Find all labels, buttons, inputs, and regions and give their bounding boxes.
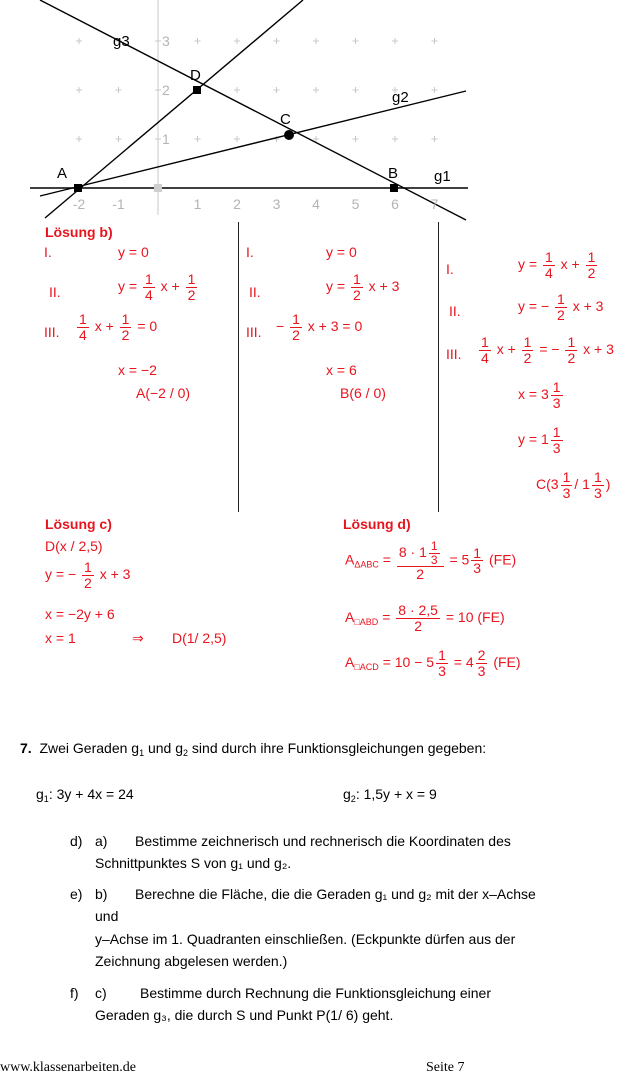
task-item-e-line3: y–Achse im 1. Quadranten einschließen. (Eckpunkte dürfen aus der <box>95 931 516 947</box>
divider-1 <box>238 222 239 512</box>
loesung-c-heading: Lösung c) <box>45 516 112 532</box>
label-c: C <box>280 111 291 128</box>
point-b <box>390 184 398 192</box>
x-tick-label: 4 <box>312 196 320 212</box>
b2-eq-2: y = $\frac{1}{2}$ x + 3 <box>326 271 400 303</box>
origin-marker <box>154 184 162 192</box>
x-tick-label: 1 <box>193 196 202 212</box>
y-tick-labels <box>162 0 170 147</box>
x-tick-label: -2 <box>72 196 86 212</box>
divider-2 <box>438 222 439 512</box>
b1-roman-3: III. <box>44 324 60 340</box>
y-tick-label: 2 <box>162 82 170 98</box>
b1-eq-2: y = $\frac{1}{4}$ x + $\frac{1}{2}$ <box>118 271 196 303</box>
task-item-d-line2: Schnittpunktes S von g₁ und g₂. <box>95 855 292 871</box>
task-item-f-marker: f) <box>70 985 79 1001</box>
line-g1 <box>40 0 466 220</box>
task-item-d-line1: Bestimme zeichnerisch und rechnerisch die Koordinaten des <box>135 833 511 849</box>
b2-point-b: B(6 / 0) <box>340 385 386 401</box>
b3-roman-1: I. <box>446 261 454 277</box>
b2-eq-3: − $\frac{1}{2}$ x + 3 = 0 <box>276 311 363 343</box>
implies-arrow: ⇒ <box>132 630 144 646</box>
b1-eq-1: y = 0 <box>118 244 149 260</box>
y-tick-label: 1 <box>162 131 170 147</box>
loesung-b-heading: Lösung b) <box>45 224 113 240</box>
c-point-d: D(1/ 2,5) <box>172 630 227 646</box>
b3-eq-3: $\frac{1}{4}$ x + $\frac{1}{2}$ = − $\frac{1}{2}$ x + 3 <box>481 334 614 366</box>
point-c <box>284 130 294 140</box>
label-b: B <box>388 165 399 182</box>
footer-page-number: Seite 7 <box>426 1060 465 1075</box>
c-eq-3: x = −2y + 6 <box>45 606 115 622</box>
plus-grid <box>76 0 438 142</box>
task-item-e-line1: Berechne die Fläche, die die Geraden g₁ und g₂ mit der x–Achse <box>135 886 536 902</box>
b1-eq-3: $\frac{1}{4}$ x + $\frac{1}{2}$ = 0 <box>79 311 158 343</box>
b1-roman-2: II. <box>49 284 61 300</box>
task-item-e-line4: Zeichnung abgelesen werden.) <box>95 953 288 969</box>
loesung-d-heading: Lösung d) <box>343 516 411 532</box>
task-item-f-sub: c) <box>95 985 107 1001</box>
y-tick-label: 3 <box>162 33 170 49</box>
b3-eq-1: y = $\frac{1}{4}$ x + $\frac{1}{2}$ <box>518 249 596 281</box>
task-item-d-sub: a) <box>95 833 108 849</box>
x-tick-label: 6 <box>391 196 399 212</box>
task-item-e-marker: e) <box>70 886 83 902</box>
task-item-e-line2: und <box>95 908 119 924</box>
x-tick-label: -1 <box>112 196 125 212</box>
c-eq-4: x = 1 <box>45 630 76 646</box>
footer-url[interactable]: www.klassenarbeiten.de <box>0 1060 136 1075</box>
b1-roman-1: I. <box>44 244 52 260</box>
b3-point-c: C(3 $\frac{1}{3}$ / 1 $\frac{1}{3}$ ) <box>536 469 611 501</box>
b2-eq-4: x = 6 <box>326 362 357 378</box>
label-g2: g2 <box>392 89 409 106</box>
task-intro: 7. Zwei Geraden $g_1$ und $g_2$ sind durch ihre Funktionsgleichungen gegeben: <box>20 740 487 758</box>
b2-eq-1: y = 0 <box>326 244 357 260</box>
task-item-e-sub: b) <box>95 886 108 902</box>
b2-roman-2: II. <box>249 284 261 300</box>
c-eq-1: D(x / 2,5) <box>45 538 103 554</box>
x-tick-label: 2 <box>233 196 241 212</box>
b3-eq-5: y = 1 $\frac{1}{3}$ <box>518 424 561 456</box>
label-g1: g1 <box>434 168 451 185</box>
b3-roman-3: III. <box>446 346 462 362</box>
b2-roman-3: III. <box>246 324 262 340</box>
task-item-f-line2: Geraden g₃, die durch S und Punkt P(1/ 6) geht. <box>95 1007 394 1023</box>
b1-point-a: A(−2 / 0) <box>136 385 191 401</box>
label-g3: g3 <box>113 33 130 50</box>
x-tick-label: 7 <box>430 196 439 212</box>
line-g2 <box>40 91 466 196</box>
g1-equation: $g_1$: 3y + 4x = 24 <box>36 786 134 804</box>
b2-roman-1: I. <box>246 244 254 260</box>
g2-equation: $g_2$: 1,5y + x = 9 <box>343 786 437 804</box>
line-g3 <box>45 0 303 218</box>
d-eq-2: $A_{□ABD}$ = $\frac{8 \cdot 2,5}{2}$ = 10 (FE) <box>345 602 505 634</box>
point-d <box>193 86 201 94</box>
b1-eq-4: x = −2 <box>118 362 157 378</box>
d-eq-1: $A_{\Delta ABC}$ = 8 · 1 $\frac{1}{3}$ 2 = 5 $\frac{1}{3}$ (FE) <box>345 539 517 583</box>
label-a: A <box>57 165 68 182</box>
b3-eq-4: x = 3 $\frac{1}{3}$ <box>518 379 561 411</box>
label-d: D <box>190 67 201 84</box>
b3-roman-2: II. <box>449 303 461 319</box>
task-item-f-line1: Bestimme durch Rechnung die Funktionsgleichung einer <box>140 985 491 1001</box>
c-eq-2: y = − $\frac{1}{2}$ x + 3 <box>45 559 131 591</box>
point-a <box>74 184 82 192</box>
x-tick-labels <box>73 196 439 212</box>
x-tick-label: 3 <box>272 196 281 212</box>
task-item-d-marker: d) <box>70 833 83 849</box>
x-tick-label: 5 <box>351 196 360 212</box>
b3-eq-2: y = − $\frac{1}{2}$ x + 3 <box>518 291 604 323</box>
d-eq-3: $A_{□ACD} = 10 - 5$ $\frac{1}{3}$ = 4 $\frac{2}{3}$ (FE) <box>345 647 521 679</box>
coordinate-graph <box>0 0 632 222</box>
